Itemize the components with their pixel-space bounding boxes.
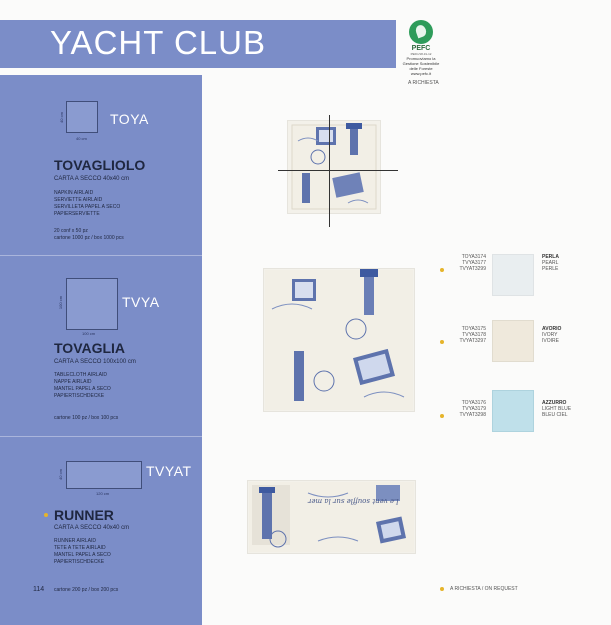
sidebar <box>0 75 202 625</box>
variant-code: TVYA3178 <box>462 332 486 338</box>
line: MANTEL PAPEL A SECO <box>54 552 111 558</box>
pefc-small-4: www.pefc.it <box>410 71 432 76</box>
pack-line: 20 conf x 50 pz <box>54 228 88 234</box>
variant-name: PERLA <box>542 254 559 260</box>
variant-code: TVYA3179 <box>462 406 486 412</box>
crosshair-h <box>278 170 398 171</box>
product-toya <box>0 75 202 255</box>
dim-height: 100 cm <box>58 295 64 310</box>
color-variants <box>440 254 610 454</box>
product-lines <box>54 372 111 400</box>
product-subtitle: CARTA A SECCO 100x100 cm <box>54 359 136 365</box>
tree-icon <box>409 20 433 44</box>
variant-name: PEARL <box>542 260 559 266</box>
product-subtitle: CARTA A SECCO 40x40 cm <box>54 525 130 531</box>
swatch-perla <box>492 254 534 296</box>
pack-line: cartone 100 pz / box 100 pcs <box>54 415 119 421</box>
dim-height: 40 cm <box>57 469 63 480</box>
line: PAPIERSERVIETTE <box>54 211 100 217</box>
line: TABLECLOTH AIRLAID <box>54 372 107 378</box>
variant-code: TVYAT3299 <box>459 266 486 272</box>
line: SERVIETTE AIRLAID <box>54 197 103 203</box>
page-number: 114 <box>33 586 45 593</box>
variant-name: AVORIO <box>542 326 562 332</box>
pefc-small-2: Gestione Sostenibile <box>402 61 440 66</box>
variant-name: LIGHT BLUE <box>542 406 572 412</box>
on-request-dot <box>44 513 48 517</box>
runner-pack: cartone 200 pz / box 200 pcs <box>54 587 119 593</box>
on-request-note: A RICHIESTA / ON REQUEST <box>450 586 518 592</box>
product-name: TOVAGLIOLO <box>54 157 146 173</box>
variant-code: TVYAT3297 <box>459 338 486 344</box>
on-request-dot <box>440 587 444 591</box>
product-pack <box>54 228 124 242</box>
product-name: TOVAGLIA <box>54 340 126 356</box>
tablecloth-diagram <box>66 278 118 330</box>
variant-names <box>542 326 561 344</box>
napkin-image <box>287 120 381 214</box>
variant-code: TOYA3174 <box>461 254 486 260</box>
dim-width: 100 cm <box>82 331 96 336</box>
napkin-diagram <box>66 101 98 133</box>
swatch-avorio <box>492 320 534 362</box>
variant-name: IVOIRE <box>542 338 559 344</box>
line: NAPPE AIRLAID <box>54 379 92 385</box>
variant-code: TVYA3177 <box>462 260 486 266</box>
runner-script: Le vent souffle sur la mer <box>308 497 399 505</box>
variant-name: PERLE <box>542 266 559 272</box>
variant-name: AZZURRO <box>542 400 567 406</box>
dim-width: 40 cm <box>76 136 87 141</box>
line: RUNNER AIRLAID <box>54 538 96 544</box>
dim-height: 40 cm <box>58 112 64 123</box>
line: TETE A TETE AIRLAID <box>54 545 106 551</box>
product-lines <box>54 190 120 218</box>
on-request-dot <box>440 414 444 418</box>
pefc-sub: PEFC/18-31-12 <box>410 52 432 56</box>
product-name: RUNNER <box>54 507 114 523</box>
line: MANTEL PAPEL A SECO <box>54 386 111 392</box>
dim-width: 120 cm <box>96 491 110 496</box>
runner-diagram <box>66 461 142 489</box>
runner-image <box>247 480 416 554</box>
variant-name: BLEU CIEL <box>542 412 568 418</box>
pefc-small-1: Promuoviamo la <box>406 56 436 61</box>
variant-code: TOYA3175 <box>461 326 486 332</box>
product-code: TOYA <box>110 111 149 127</box>
line: NAPKIN AIRLAID <box>54 190 94 196</box>
variant-code: TOYA3176 <box>461 400 486 406</box>
tablecloth-image <box>263 268 415 412</box>
pefc-label: PEFC <box>411 45 431 52</box>
pack-line: cartone 1000 pz / box 1000 pcs <box>54 235 124 241</box>
variant-names <box>542 400 571 418</box>
product-subtitle: CARTA A SECCO 40x40 cm <box>54 176 130 182</box>
variant-codes <box>446 254 486 272</box>
pefc-logo <box>402 20 440 80</box>
line: PAPIERTISCHDECKE <box>54 559 105 565</box>
page-title: YACHT CLUB <box>50 24 266 61</box>
crosshair-v <box>329 115 330 227</box>
line: SERVILLETA PAPEL A SECO <box>54 204 121 210</box>
product-pack <box>54 415 118 422</box>
variant-codes <box>446 400 486 418</box>
variant-name: IVORY <box>542 332 558 338</box>
on-request-dot <box>440 340 444 344</box>
pefc-note: A RICHIESTA <box>408 80 439 86</box>
product-code: TVYAT <box>146 463 192 479</box>
line: PAPIERTISCHDECKE <box>54 393 105 399</box>
variant-names <box>542 254 559 272</box>
pefc-small-3: delle Foreste <box>409 66 433 71</box>
product-tvya <box>0 256 202 436</box>
variant-code: TVYAT3298 <box>459 412 486 418</box>
product-lines <box>54 538 111 566</box>
swatch-azzurro <box>492 390 534 432</box>
product-code: TVYA <box>122 294 160 310</box>
on-request-dot <box>440 268 444 272</box>
variant-codes <box>446 326 486 344</box>
